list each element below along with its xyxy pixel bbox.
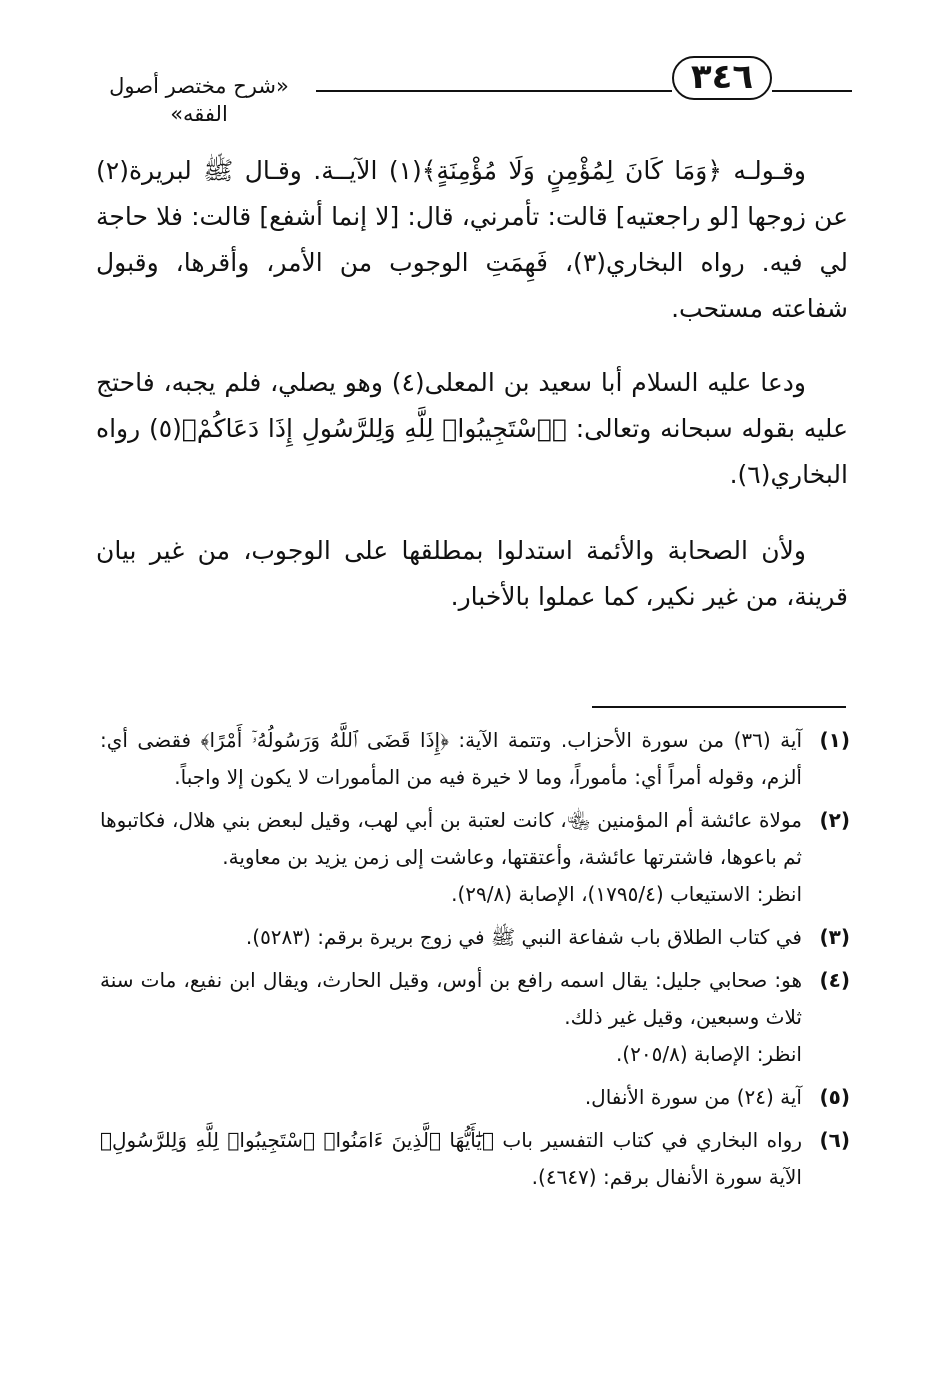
footnote — [100, 1079, 850, 1116]
footnote-line: انظر: الاستيعاب (١٧٩٥/٤)، الإصابة (٢٩/٨). — [451, 882, 802, 906]
footnote-line: في كتاب الطلاق باب شفاعة النبي ﷺ في زوج بريرة برقم: (٥٢٨٣). — [245, 925, 802, 949]
running-title: «شرح مختصر أصول الفقه» — [109, 74, 289, 126]
footnote-number: (٢) — [819, 808, 850, 832]
footnote-line: مولاة عائشة أم المؤمنين ﵄، كانت لعتبة بن أبي لهب، وقيل لبعض بني هلال، فكاتبوها ثم باعوها، فاشترتها عائشة، وأعتقتها، وعاشت إلى زمن يزيد بن معاوية. — [100, 808, 802, 869]
paragraph: وقـولـه ﴿وَمَا كَانَ لِمُؤْمِنٍ وَلَا مُؤْمِنَةٍ﴾(١) الآيــة. وقـال ﷺ لبريرة(٢) عن زوجها [لو راجعتيه] قالت: تأمرني، قال: [لا إنما أشفع] قالت: فلا حاجة لي فيه. رواه البخاري(٣)، فَهِمَتِ الوجوب من الأمر، وأقرها، وقبول شفاعته مستحب. — [96, 156, 848, 323]
footnote-line: آية (٢٤) من سورة الأنفال. — [584, 1085, 802, 1109]
footnote — [100, 802, 850, 913]
footnote — [100, 1122, 850, 1196]
footnote-line: آية (٣٦) من سورة الأحزاب. وتتمة الآية: ﴿إِذَا قَضَى ٱللَّهُ وَرَسُولُهُۥٓ أَمْرًا﴾ فقضى أي: ألزم، وقوله أمراً أي: مأموراً، وما لا خيرة فيه من المأمورات لا يكون إلا واجباً. — [100, 728, 802, 789]
footnote-text — [100, 919, 802, 956]
footnote-line: رواه البخاري في كتاب التفسير باب ﴿يَٰٓأَيُّهَا ٱلَّذِينَ ءَامَنُوا۟ ٱسْتَجِيبُوا۟ لِلَّهِ وَلِلرَّسُولِ﴾ الآية سورة الأنفال برقم: (٤٦٤٧). — [100, 1128, 802, 1189]
paragraph: ودعا عليه السلام أبا سعيد بن المعلى(٤) وهو يصلي، فلم يجبه، فاحتج عليه بقوله سبحانه وتعالى: ﴿ٱسْتَجِيبُوا۟ لِلَّهِ وَلِلرَّسُولِ إِذَا دَعَاكُمْ﴾(٥) رواه البخاري(٦). — [96, 368, 848, 489]
footnote-number: (٦) — [819, 1128, 850, 1152]
footnotes — [100, 722, 850, 1202]
footnote-text — [100, 1079, 802, 1116]
header-rule-right — [772, 90, 852, 92]
footnote-text — [100, 962, 802, 1073]
footnote-text — [100, 722, 802, 796]
footnote — [100, 722, 850, 796]
footnote — [100, 962, 850, 1073]
footnote-text — [100, 802, 802, 913]
footnote — [100, 919, 850, 956]
footnote-text — [100, 1122, 802, 1196]
paragraph: ولأن الصحابة والأئمة استدلوا بمطلقها على الوجوب، من غير بيان قرينة، من غير نكير، كما عملوا بالأخبار. — [96, 536, 848, 611]
footnote-number: (١) — [819, 728, 850, 752]
footnote-number: (٥) — [819, 1085, 850, 1109]
footnote-line: هو: صحابي جليل: يقال اسمه رافع بن أوس، وقيل الحارث، ويقال ابن نفيع، مات سنة ثلاث وسبعين، وقيل غير ذلك. — [100, 968, 802, 1029]
header-rule-left — [316, 90, 672, 92]
footnote-number: (٣) — [819, 925, 850, 949]
main-text — [96, 148, 848, 648]
page-number: ٣٤٦ — [672, 56, 772, 100]
footnote-line: انظر: الإصابة (٢٠٥/٨). — [615, 1042, 802, 1066]
footnote-number: (٤) — [819, 968, 850, 992]
footnote-separator — [592, 706, 846, 708]
